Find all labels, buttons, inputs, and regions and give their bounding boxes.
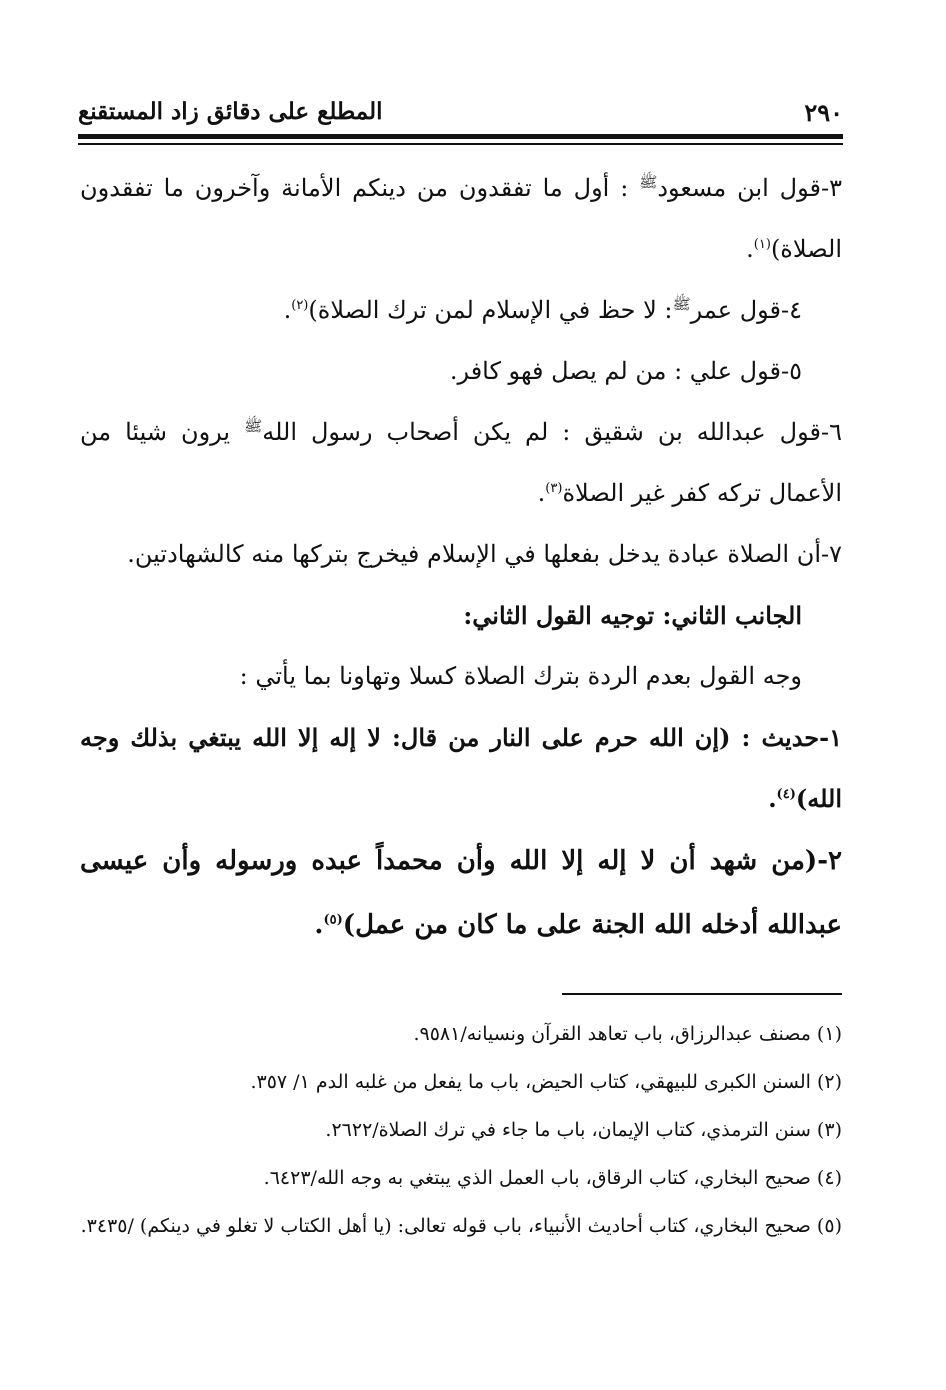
hadith-1-text: ١-حديث : (إن الله حرم على النار من قال: لا إله إلا الله يبتغي بذلك وجه الله) [80, 723, 842, 813]
honorific-glyph: ﷺ [672, 295, 691, 313]
paragraph-3 [80, 158, 842, 280]
paragraph-7: ٧-أن الصلاة عبادة يدخل بفعلها في الإسلام فيخرج بتركها منه كالشهادتين. [127, 540, 842, 568]
footnote-1: (١) مصنف عبدالرزاق، باب تعاهد القرآن ونسيانه/٩٥٨١. [413, 1023, 842, 1045]
honorific-glyph: ﷺ [639, 173, 658, 191]
hadith-1-end: . [768, 784, 777, 813]
hadith-2-text: ٢-(من شهد أن لا إله إلا الله وأن محمداً عبده ورسوله وأن عيسى عبدالله أدخله الله الجنة على ما كان من عمل) [80, 846, 842, 940]
footnote-2: (٢) السنن الكبرى للبيهقي، كتاب الحيض، باب ما يفعل من غلبه الدم ١/ ٣٥٧. [250, 1071, 842, 1093]
paragraph-6-end: . [537, 479, 546, 507]
footnote-ref-2: (٢) [291, 298, 309, 313]
honorific-glyph: ﷺ [244, 417, 263, 435]
paragraph-6 [80, 402, 842, 524]
footnote-ref-1: (١) [753, 237, 771, 252]
footnote-separator [562, 993, 842, 995]
footnote-ref-3: (٣) [545, 481, 563, 496]
footnote-3: (٣) سنن الترمذي، كتاب الإيمان، باب ما جاء في ترك الصلاة/٢٦٢٢. [325, 1119, 842, 1141]
footnotes [80, 1010, 842, 1250]
header-rule-thick [78, 134, 843, 139]
paragraph-4 [80, 280, 842, 341]
paragraph-5: ٥-قول علي : من لم يصل فهو كافر. [449, 357, 802, 385]
main-text [80, 158, 842, 957]
footnote-5: (٥) صحيح البخاري، كتاب أحاديث الأنبياء، باب قوله تعالى: (يا أهل الكتاب لا تغلو في دينكم) /٣٤٣٥. [80, 1215, 842, 1237]
paragraph-3-end: . [746, 235, 754, 263]
paragraph-6-quote: يرون شيئا من الأعمال تركه كفر غير الصلاة [80, 418, 842, 507]
page-number: ٢٩٠ [804, 98, 843, 127]
hadith-1 [80, 707, 842, 829]
running-title: المطلع على دقائق زاد المستقنع [78, 98, 383, 125]
header-rule-thin [78, 143, 843, 145]
paragraph-3-text: ٣-قول ابن مسعود [657, 174, 842, 202]
paragraph-6-text: ٦-قول عبدالله بن شقيق : لم يكن أصحاب رسول الله [262, 418, 842, 446]
hadith-2 [80, 829, 842, 957]
paragraph-4-end: . [283, 296, 292, 324]
footnote-ref-4: (٤) [776, 787, 796, 802]
footnote-4: (٤) صحيح البخاري، كتاب الرقاق، باب العمل الذي يبتغي به وجه الله/٦٤٢٣. [263, 1167, 842, 1189]
intro-paragraph: وجه القول بعدم الردة بترك الصلاة كسلا وتهاونا بما يأتي : [239, 662, 802, 690]
hadith-2-end: . [314, 910, 324, 940]
section-heading: الجانب الثاني: توجيه القول الثاني: [463, 601, 802, 630]
paragraph-4-quote: : لا حظ في الإسلام لمن ترك الصلاة) [308, 296, 673, 324]
footnote-ref-5: (٥) [323, 912, 343, 928]
paragraph-4-text: ٤-قول عمر [690, 296, 802, 324]
paragraph-3-quote: : أول ما تفقدون من دينكم الأمانة وآخرون ما تفقدون الصلاة) [80, 174, 842, 263]
page-header [78, 92, 843, 132]
